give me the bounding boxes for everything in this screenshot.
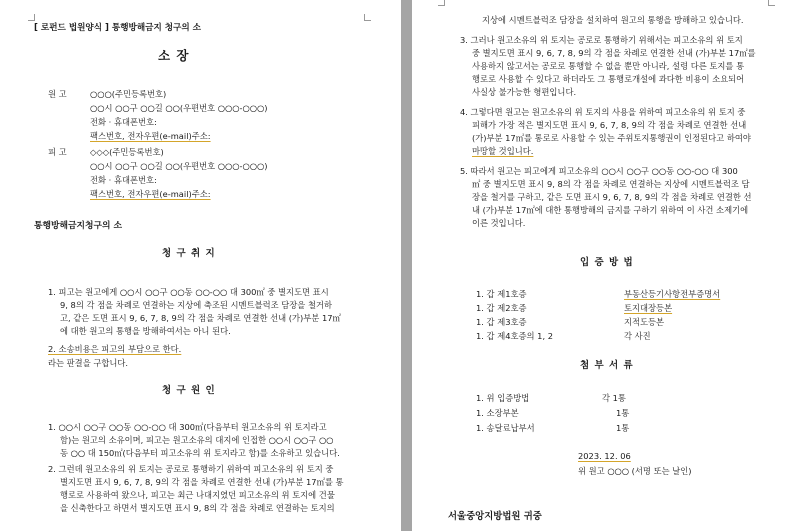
defendant-fax: 팩스번호, 전자우편(e-mail)주소: (90, 189, 211, 199)
cause-line: (가)부분 17㎡를 통로로 사용할 수 있는 주위토지통행권이 인정된다고 하여야 (472, 133, 751, 143)
cause-line: 행로로 사용하여 왔으나, 피고는 최근 나대지였던 피고소유의 위 토지에 건물 (60, 490, 335, 500)
filing-date: 2023. 12. 06 (578, 451, 631, 461)
signature-line: 위 원고 ○○○ (서명 또는 날인) (578, 466, 692, 476)
cause-line: 사용하지 않고서는 공로로 통행할 수 없을 뿐만 아니라, 설령 다른 토지를 통 (472, 61, 745, 71)
cause-line: 지상에 시멘트블럭조 담장을 설치하여 원고의 통행을 방해하고 있습니다. (482, 15, 744, 25)
defendant-address: ○○시 ○○구 ○○길 ○○(우편번호 ○○○-○○○) (90, 161, 268, 171)
right-page (412, 0, 800, 531)
evidence-no: 1. 갑 제3호증 (476, 317, 527, 327)
claim-line: 1. 피고는 원고에게 ○○시 ○○구 ○○동 ○○-○○ 대 300㎡ 중 별지도면 표시 (48, 287, 329, 297)
plaintiff-phone: 전화 · 휴대폰번호: (90, 117, 157, 127)
cause-line: 함)는 원고의 소유이며, 피고는 원고소유의 대지에 인접한 ○○시 ○○구 ○○ (60, 435, 334, 445)
evidence-desc: 부동산등기사항전부증명서 (624, 289, 721, 299)
claim-line: 라는 판결을 구합니다. (48, 358, 129, 368)
plaintiff-address: ○○시 ○○구 ○○길 ○○(우편번호 ○○○-○○○) (90, 103, 268, 113)
defendant-name: ◇◇◇(주민등록번호) (90, 147, 164, 157)
plaintiff-name: ○○○(주민등록번호) (90, 89, 167, 99)
evidence-no: 1. 갑 제4호증의 1, 2 (476, 331, 554, 341)
cause-line: 중 별지도면 표시 9, 6, 7, 8, 9의 각 점을 차례로 연결한 선내 (가)부분 17㎡를 (472, 48, 756, 58)
attachment-item: 1. 위 입증방법 (476, 393, 530, 403)
attachment-qty: 1통 (616, 408, 630, 418)
attachments-heading: 첨 부 서 류 (580, 360, 634, 371)
cause-line: 장을 철거를 구하고, 같은 도면 표시 9, 6, 7, 8, 9의 각 점을 차례로 연결한 선 (472, 192, 752, 202)
page-gutter (401, 0, 412, 531)
cause-line: 내 (가)부분 17㎡에 대한 통행방해의 금지를 구하기 위하여 이 사건 소제기에 (472, 205, 749, 215)
margin-mark (364, 14, 371, 21)
cause-line: 2. 그런데 원고소유의 위 토지는 공로로 통행하기 위하여 피고소유의 위 토지 중 (48, 464, 334, 474)
cause-line: 행로로 사용할 수 있다고 하더라도 그 통행로개설에 과다한 비용이 소요되어 (472, 74, 745, 84)
evidence-heading: 입 증 방 법 (580, 257, 634, 268)
defendant-label: 피 고 (48, 147, 67, 157)
evidence-no: 1. 갑 제2호증 (476, 303, 527, 313)
cause-line: 피해가 가장 적은 별지도면 표시 9, 6, 7, 8, 9의 각 점을 차례로 연결한 선내 (472, 120, 747, 130)
cause-line: 별지도면 표시 9, 6, 7, 8, 9의 각 점을 차례로 연결한 선내 (가)부분 17㎡를 통 (60, 477, 344, 487)
cause-line: 사실상 불가능한 형편입니다. (472, 87, 577, 97)
document-title: 소 장 (158, 48, 190, 63)
plaintiff-label: 원 고 (48, 89, 67, 99)
cause-line: ㎡ 중 별지도면 표시 9, 8의 각 점을 차례로 연결하는 지상에 시멘트블럭조 담 (472, 179, 750, 189)
attachment-item: 1. 소장부본 (476, 408, 519, 418)
cause-line: 마땅할 것입니다. (472, 146, 534, 156)
claim-heading: 청 구 취 지 (162, 248, 216, 259)
cause-line: 1. ○○시 ○○구 ○○동 ○○-○○ 대 300㎡(다음부터 원고소유의 위 토지라고 (48, 422, 327, 432)
defendant-phone: 전화 · 휴대폰번호: (90, 175, 157, 185)
plaintiff-fax: 팩스번호, 전자우편(e-mail)주소: (90, 131, 211, 141)
claim-line: 2. 소송비용은 피고의 부담으로 한다. (48, 344, 182, 354)
claim-line: 9, 8의 각 점을 차례로 연결하는 지상에 축조된 시멘트블럭조 담장을 철거하 (60, 300, 332, 310)
cause-line: 이른 것입니다. (472, 218, 526, 228)
cause-line: 을 신축한다고 하면서 별지도면 표시 9, 8의 각 점을 차례로 연결하는 토지의 (60, 503, 335, 513)
evidence-desc: 각 사진 (624, 331, 651, 341)
claim-line: 에 대한 원고의 통행을 방해하여서는 아니 된다. (60, 326, 231, 336)
margin-mark (768, 0, 775, 6)
cause-line: 5. 따라서 원고는 피고에게 피고소유의 ○○시 ○○구 ○○동 ○○-○○ 대 300 (460, 166, 738, 176)
evidence-desc: 지적도등본 (624, 317, 665, 327)
attachment-item: 1. 송달료납부서 (476, 423, 535, 433)
attachment-qty: 각 1통 (602, 393, 626, 403)
margin-mark (28, 14, 35, 21)
case-name: 통행방해금지청구의 소 (34, 221, 123, 231)
cause-line: 3. 그러나 원고소유의 위 토지는 공로로 통행하기 위해서는 피고소유의 위 토지 (460, 35, 743, 45)
cause-line: 4. 그렇다면 원고는 원고소유의 위 토지의 사용을 위하여 피고소유의 위 토지 중 (460, 107, 746, 117)
cause-line: 동 ○○ 대 150㎡(다음부터 피고소유의 위 토지라고 함)를 소유하고 있습니다. (60, 448, 340, 458)
cause-heading: 청 구 원 인 (162, 385, 216, 396)
document-header: [ 로펀드 법원양식 ] 통행방해금지 청구의 소 (34, 23, 201, 33)
claim-line: 고, 같은 도면 표시 9, 6, 7, 8, 9의 각 점을 차례로 연결한 선내 (가)부분 17㎡ (60, 313, 341, 323)
evidence-no: 1. 갑 제1호증 (476, 289, 527, 299)
attachment-qty: 1통 (616, 423, 630, 433)
evidence-desc: 토지대장등본 (624, 303, 673, 313)
court-name: 서울중앙지방법원 귀중 (448, 511, 542, 522)
margin-mark (438, 0, 445, 6)
